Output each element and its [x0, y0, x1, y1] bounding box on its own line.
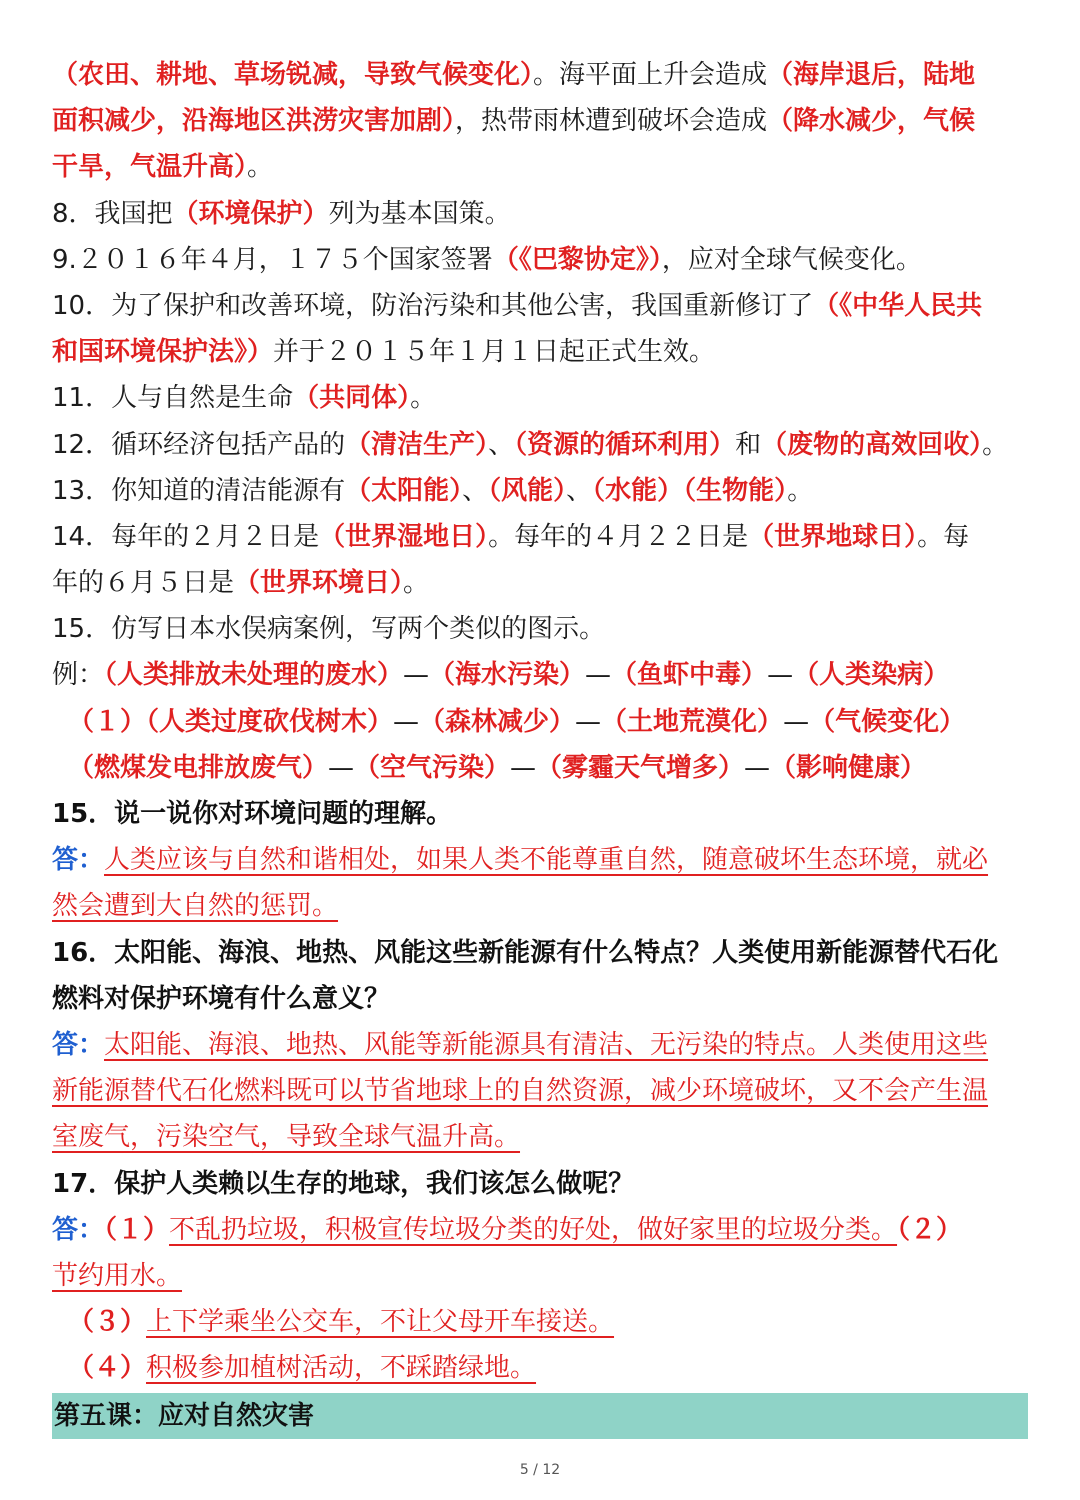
text-line — [52, 514, 1028, 560]
answer-text: 室废气，污染空气，导致全球气温升高。 — [52, 1122, 521, 1153]
text-line — [52, 745, 1028, 791]
text: — — [585, 660, 612, 691]
question-text: 17．保护人类赖以生存的地球，我们该怎么做呢？ — [52, 1168, 635, 1199]
answer-text: 然会遭到大自然的惩罚。 — [52, 891, 339, 922]
fill-answer: （《中华人民共 — [813, 290, 983, 321]
answer-label: 答： — [52, 1214, 105, 1245]
question-text: 16．太阳能、海浪、地热、风能这些新能源有什么特点？人类使用新能源替代石化 — [52, 937, 999, 968]
fill-answer: （环境保护） — [172, 198, 329, 229]
text: 并于２０１５年１月１日起正式生效。 — [273, 337, 716, 368]
question-text: 燃料对保护环境有什么意义？ — [52, 983, 391, 1014]
text-line — [52, 422, 1028, 468]
text-line — [52, 283, 1028, 329]
fill-answer: （海水污染） — [429, 660, 586, 691]
fill-answer: （清洁生产） — [345, 429, 489, 460]
fill-answer: （人类过度砍伐树木） — [146, 706, 394, 737]
page-number: 5 / 12 — [519, 1462, 561, 1478]
text-line — [52, 791, 1028, 837]
text: 例： — [52, 660, 105, 691]
text-line — [52, 1207, 1028, 1253]
fill-answer: （鱼虾中毒） — [611, 660, 768, 691]
answer-text: 新能源替代石化燃料既可以节省地球上的自然资源，减少环境破坏，又不会产生温 — [52, 1076, 989, 1107]
text: 列为基本国策。 — [328, 198, 511, 229]
text: 。 — [403, 568, 430, 599]
text: 11．人与自然是生命 — [52, 383, 294, 414]
fill-answer: （世界地球日） — [748, 521, 918, 552]
text: 年的６月５日是 — [52, 568, 235, 599]
text: — — [783, 706, 810, 737]
text: — — [328, 752, 355, 783]
text: 和 — [735, 429, 762, 460]
point-number: （３） — [68, 1307, 147, 1338]
text-line — [52, 930, 1028, 976]
text: — — [403, 660, 430, 691]
fill-answer: （雾霾天气增多） — [536, 752, 745, 783]
text-line — [52, 468, 1028, 514]
text: 。海平面上升会造成 — [533, 60, 768, 90]
text: 15．仿写日本水俣病案例，写两个类似的图示。 — [52, 614, 606, 645]
fill-answer: （气候变化） — [809, 706, 966, 737]
text: 。 — [982, 429, 1009, 460]
text: — — [575, 706, 602, 737]
fill-answer: （燃煤发电排放废气） — [68, 752, 329, 783]
fill-answer: （空气污染） — [354, 752, 511, 783]
fill-answer: （人类染病） — [793, 660, 950, 691]
text-line — [52, 1068, 1028, 1114]
fill-answer: 和国环境保护法》） — [52, 337, 274, 368]
text: 。每 — [917, 521, 970, 552]
text: 8．我国把 — [52, 198, 173, 229]
text-line — [52, 1114, 1028, 1160]
answer-text: 上下学乘坐公交车，不让父母开车接送。 — [146, 1307, 615, 1338]
text-line — [52, 1299, 1028, 1345]
text: 、 — [462, 475, 489, 506]
text-line — [52, 191, 1028, 237]
text: 14．每年的２月２日是 — [52, 521, 320, 552]
fill-answer: （水能） — [592, 475, 684, 506]
fill-answer: （海岸退后，陆地 — [767, 60, 976, 90]
fill-answer: （土地荒漠化） — [601, 706, 784, 737]
fill-answer: （风能） — [488, 475, 567, 506]
fill-answer: （１） — [68, 706, 147, 737]
fill-answer: （共同体） — [293, 383, 411, 414]
fill-answer: （农田、耕地、草场锐减，导致气候变化） — [52, 60, 534, 90]
fill-answer: （太阳能） — [345, 475, 463, 506]
text: 。 — [410, 383, 437, 414]
text-line — [52, 883, 1028, 929]
text-line — [52, 837, 1028, 883]
fill-answer: 面积减少，沿海地区洪涝灾害加剧） — [52, 106, 456, 137]
fill-answer: （世界环境日） — [234, 568, 404, 599]
fill-answer: （《巴黎协定》） — [492, 244, 662, 275]
text: 、 — [566, 475, 593, 506]
text: 9.２０１６年４月，１７５个国家签署 — [52, 244, 493, 275]
fill-answer: （降水减少，气候 — [767, 106, 976, 137]
text: 。 — [787, 475, 814, 506]
answer-text: 太阳能、海浪、地热、风能等新能源具有清洁、无污染的特点。人类使用这些 — [104, 1029, 989, 1060]
text: — — [393, 706, 420, 737]
answer-text: 节约用水。 — [52, 1260, 183, 1291]
fill-answer: （森林减少） — [419, 706, 576, 737]
point-number: （１） — [104, 1214, 170, 1245]
text: 10．为了保护和改善环境，防治污染和其他公害，我国重新修订了 — [52, 290, 814, 321]
text: ，应对全球气候变化。 — [661, 244, 922, 275]
fill-answer: （世界湿地日） — [319, 521, 489, 552]
text: — — [767, 660, 794, 691]
document-body — [52, 52, 1028, 1391]
text: — — [510, 752, 537, 783]
fill-answer: （影响健康） — [770, 752, 927, 783]
point-number: （４） — [68, 1353, 147, 1384]
fill-answer: （人类排放未处理的废水） — [104, 660, 404, 691]
text-line — [52, 976, 1028, 1022]
point-number: （２） — [897, 1214, 963, 1245]
text: — — [744, 752, 771, 783]
text-line — [52, 1253, 1028, 1299]
answer-text: 不乱扔垃圾，积极宣传垃圾分类的好处，做好家里的垃圾分类。 — [169, 1214, 898, 1245]
text-line — [52, 52, 1028, 98]
text-line — [52, 144, 1028, 190]
answer-label: 答： — [52, 1029, 105, 1060]
text-line — [52, 606, 1028, 652]
fill-answer: （废物的高效回收） — [761, 429, 983, 460]
text-line — [52, 1345, 1028, 1391]
question-text: 15．说一说你对环境问题的理解。 — [52, 799, 453, 829]
text-line — [52, 98, 1028, 144]
fill-answer: （生物能） — [683, 475, 788, 506]
text-line — [52, 699, 1028, 745]
text-line — [52, 560, 1028, 606]
answer-text: 人类应该与自然和谐相处，如果人类不能尊重自然，随意破坏生态环境，就必 — [104, 845, 989, 876]
fill-answer: （资源的循环利用） — [514, 429, 736, 460]
text-line — [52, 329, 1028, 375]
text-line — [52, 1161, 1028, 1207]
answer-text: 积极参加植树活动，不踩踏绿地。 — [146, 1353, 537, 1384]
answer-label: 答： — [52, 845, 105, 876]
fill-answer: 干旱，气温升高） — [52, 152, 248, 183]
text-line — [52, 1022, 1028, 1068]
text: ，热带雨林遭到破坏会造成 — [455, 106, 768, 137]
text: 12．循环经济包括产品的 — [52, 429, 346, 460]
text-line — [52, 375, 1028, 421]
text-line — [52, 237, 1028, 283]
text: 。 — [247, 152, 274, 183]
text: 。每年的４月２２日是 — [488, 521, 749, 552]
text-line — [52, 652, 1028, 698]
text: 、 — [488, 429, 515, 460]
text: 13．你知道的清洁能源有 — [52, 475, 346, 506]
lesson-title-banner: 第五课：应对自然灾害 — [52, 1393, 1028, 1439]
